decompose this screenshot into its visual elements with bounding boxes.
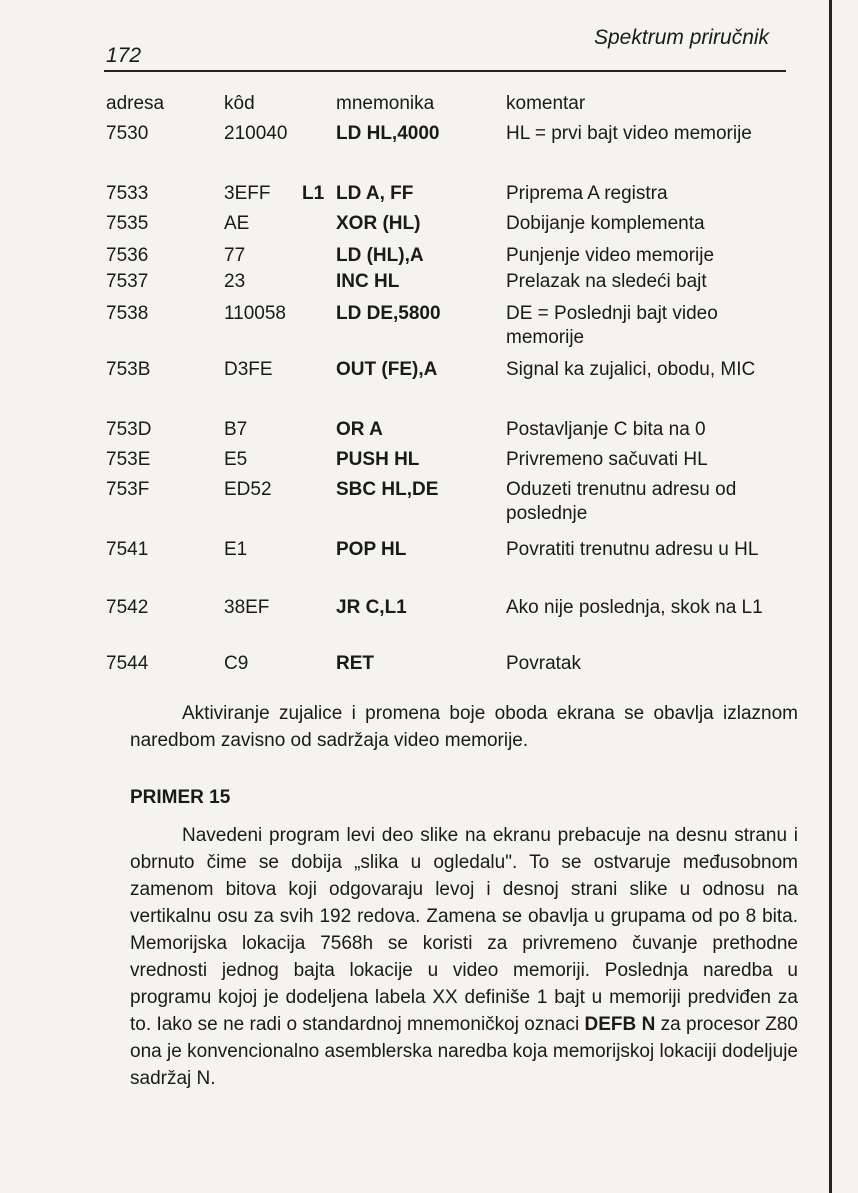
row-address: 7533 [106, 183, 149, 204]
row-code: E5 [224, 449, 248, 470]
row-comment: Povratak [506, 653, 581, 674]
row-mnemonic: LD (HL),A [336, 245, 424, 266]
row-address: 753B [106, 359, 151, 380]
row-comment: Postavljanje C bita na 0 [506, 419, 706, 440]
row-code: 23 [224, 271, 246, 292]
row-code: D3FE [224, 359, 273, 380]
paragraph-text [130, 822, 798, 1092]
row-code: 38EF [224, 597, 270, 618]
row-address: 7530 [106, 123, 149, 144]
column-header-address: adresa [106, 93, 165, 114]
paragraph-primer-15 [130, 822, 798, 1092]
running-title: Spektrum priručnik [594, 26, 770, 49]
row-address: 7535 [106, 213, 149, 234]
row-address: 7542 [106, 597, 149, 618]
row-code: 210040 [224, 123, 288, 144]
row-mnemonic: OR A [336, 419, 383, 440]
row-mnemonic: PUSH HL [336, 449, 420, 470]
row-address: 7538 [106, 303, 149, 324]
paragraph-text-part: Navedeni program levi deo slike na ekranu prebacuje na desnu stranu i obrnuto čime se dobija „slika u ogledalu". To se ostvaruje međusobnom zamenom bitova koji odgovaraju levoj i desnoj strani slike u odnosu na vertikalnu osu za svih 192 redova. Zamena se obavlja u grupama od po 8 bita. Memorijska lokacija 7568h se koristi za privremeno čuvanje prethodne vrednosti jednog bajta lokacije u video memoriji. Poslednja naredba u programu kojoj je dodeljena labela XX definiše 1 bajt u memoriji predviđen za to. Iako se ne radi o standardnoj mnemoničkoj oznaci [130, 825, 798, 1035]
row-address: 7536 [106, 245, 149, 266]
row-comment: Privremeno sačuvati HL [506, 449, 708, 470]
row-address: 7544 [106, 653, 149, 674]
row-mnemonic: POP HL [336, 539, 407, 560]
row-comment: Ako nije poslednja, skok na L1 [506, 597, 763, 618]
row-address: 753E [106, 449, 151, 470]
row-mnemonic: JR C,L1 [336, 597, 407, 618]
row-address: 753F [106, 479, 150, 500]
paragraph-io-note [130, 700, 798, 754]
row-comment: Povratiti trenutnu adresu u HL [506, 539, 759, 560]
row-comment: Punjenje video memorije [506, 245, 715, 266]
row-label: L1 [302, 183, 325, 204]
row-address: 7541 [106, 539, 149, 560]
row-code: B7 [224, 419, 248, 440]
row-code: 77 [224, 245, 246, 266]
paragraph-text: Aktiviranje zujalice i promena boje oboda ekrana se obavlja izlaznom naredbom zavisno od sadržaja video memorije. [130, 703, 798, 751]
row-mnemonic: XOR (HL) [336, 213, 421, 234]
row-mnemonic: INC HL [336, 271, 400, 292]
row-comment: Priprema A registra [506, 183, 668, 204]
row-mnemonic: LD A, FF [336, 183, 414, 204]
column-header-comment: komentar [506, 93, 586, 114]
row-mnemonic: OUT (FE),A [336, 359, 438, 380]
row-comment: DE = Poslednji bajt video memorije [506, 303, 718, 348]
row-code: AE [224, 213, 250, 234]
row-mnemonic: SBC HL,DE [336, 479, 439, 500]
row-mnemonic: RET [336, 653, 374, 674]
column-header-code: kôd [224, 93, 255, 114]
column-header-mnemonic: mnemonika [336, 93, 435, 114]
row-comment: Signal ka zujalici, obodu, MIC [506, 359, 756, 380]
row-mnemonic: LD HL,4000 [336, 123, 440, 144]
section-heading: PRIMER 15 [130, 787, 231, 808]
page-number: 172 [106, 44, 142, 67]
row-code: 3EFF [224, 183, 271, 204]
row-code: ED52 [224, 479, 272, 500]
row-comment: Dobijanje komplementa [506, 213, 705, 234]
row-comment: HL = prvi bajt video memorije [506, 123, 752, 144]
row-code: C9 [224, 653, 249, 674]
row-address: 7537 [106, 271, 149, 292]
page-edge-shadow [829, 0, 832, 1193]
row-comment: Prelazak na sledeći bajt [506, 271, 707, 292]
header-rule [104, 70, 786, 72]
inline-code-defb: DEFB N [584, 1014, 656, 1035]
row-code: 110058 [224, 303, 286, 324]
row-code: E1 [224, 539, 248, 560]
row-comment: Oduzeti trenutnu adresu od poslednje [506, 479, 737, 524]
row-mnemonic: LD DE,5800 [336, 303, 441, 324]
paragraph-text-part: za procesor Z80 ona je konvencionalno asemblerska naredba koja memorijskoj lokaciji dodeljuje sadržaj N. [130, 1014, 798, 1089]
row-address: 753D [106, 419, 152, 440]
